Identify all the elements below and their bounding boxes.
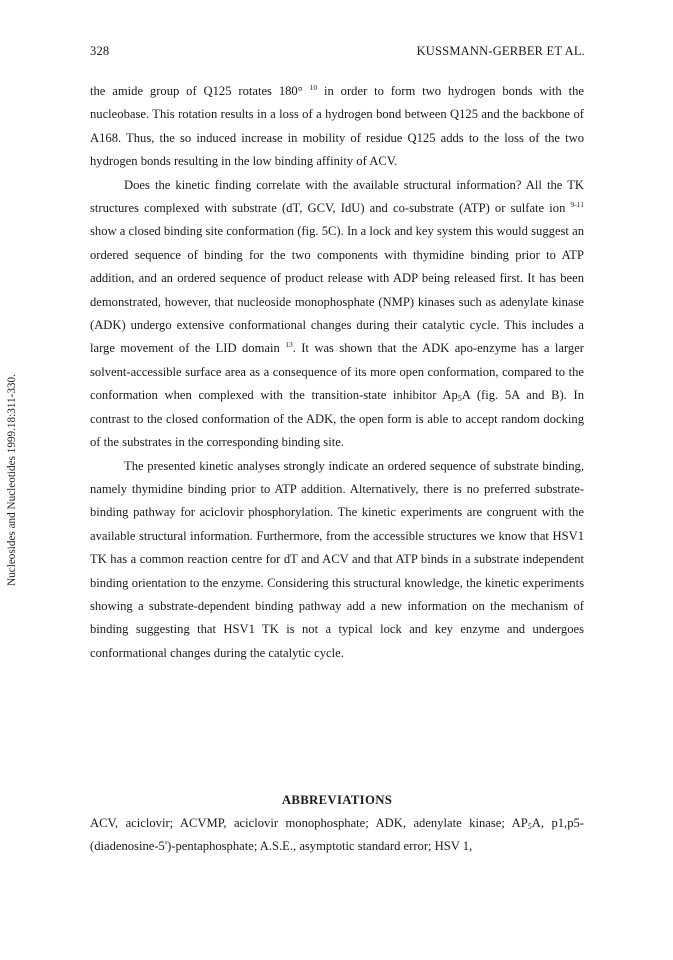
abbreviations-text-b: A, p1,p5-(diadenosine-5')-pentaphosphate; A.S.E., asymptotic standard error; HSV 1,: [90, 816, 584, 854]
abbreviations-text-a: ACV, aciclovir; ACVMP, aciclovir monophosphate; ADK, adenylate kinase; AP: [90, 816, 528, 830]
running-title: KUSSMANN-GERBER ET AL.: [416, 44, 585, 58]
page-header: [90, 44, 585, 59]
abbreviations-list: [90, 812, 584, 859]
paragraph-1: [90, 80, 584, 174]
reference-9-11: 9-11: [570, 200, 584, 210]
paragraph-2: [90, 174, 584, 455]
reference-10: 10: [309, 83, 318, 92]
abbreviations-heading: ABBREVIATIONS: [281, 793, 393, 807]
paragraph-3: The presented kinetic analyses strongly indicate an ordered sequence of substrate binding, namely thymidine binding prior to ATP addition. Alternatively, there is no preferred substrate-binding pathway for aciclovir phosphorylation. The kinetic experiments are congruent with the available structural information. Furthermore, from the accessible structures we know that HSV1 TK has a common reaction centre for dT and ACV and that ATP binds in a substrate independent binding orientation to the enzyme. Considering this structural knowledge, the kinetic experiments showing a substrate-dependent binding pathway add a new information on the mechanism of binding suggesting that HSV1 TK is not a typical lock and key enzyme and undergoes conformational changes during the catalytic cycle.: [90, 458, 584, 660]
side-margin: [0, 0, 24, 960]
paragraph-2-text-a: Does the kinetic finding correlate with the available structural information? All the TK structures complexed with substrate (dT, GCV, IdU) and co-substrate (ATP) or sulfate ion: [90, 177, 584, 216]
paragraph-1-text-b: in order to form two hydrogen bonds with the nucleobase. This rotation results in a loss of a hydrogen bond between Q125 and the backbone of A168. Thus, the so induced increase in mobility of residue Q125 adds to the loss of the two hydrogen bonds resulting in the low binding affinity of ACV.: [90, 84, 584, 169]
paragraph-1-text-a: the amide group of Q125 rotates 180°: [90, 84, 310, 98]
side-citation: Nucleosides and Nucleotides 1999.18:311-330.: [6, 374, 18, 586]
reference-13: 13: [285, 340, 293, 350]
abbreviations-paragraph: [90, 812, 584, 859]
abbreviations-subscript: 5: [527, 822, 532, 831]
page-number: 328: [90, 44, 110, 58]
paragraph-2-text-b: show a closed binding site conformation (fig. 5C). In a lock and key system this would suggest an ordered sequence of binding for the two components with thymidine binding prior to ATP addition, and an ordered sequence of product release with ADP being released first. It has been demonstrated, however, that nucleoside monophosphate (NMP) kinases such as adenylate kinase (ADK) undergo extensive conformational changes during their catalytic cycle. This includes a large movement of the LID domain: [90, 224, 584, 356]
article-body: [90, 80, 584, 665]
paragraph-2-text-c: . It was shown that the ADK apo-enzyme has a larger solvent-accessible surface area as a consequence of its more open conformation, compared to the conformation when complexed with the transition-state inhibitor Ap: [90, 341, 584, 403]
paragraph-2-text-d: A (fig. 5A and B). In contrast to the closed conformation of the ADK, the open form is able to accept random docking of the substrates in the corresponding binding site.: [90, 388, 584, 450]
subscript-5: 5: [457, 394, 462, 404]
